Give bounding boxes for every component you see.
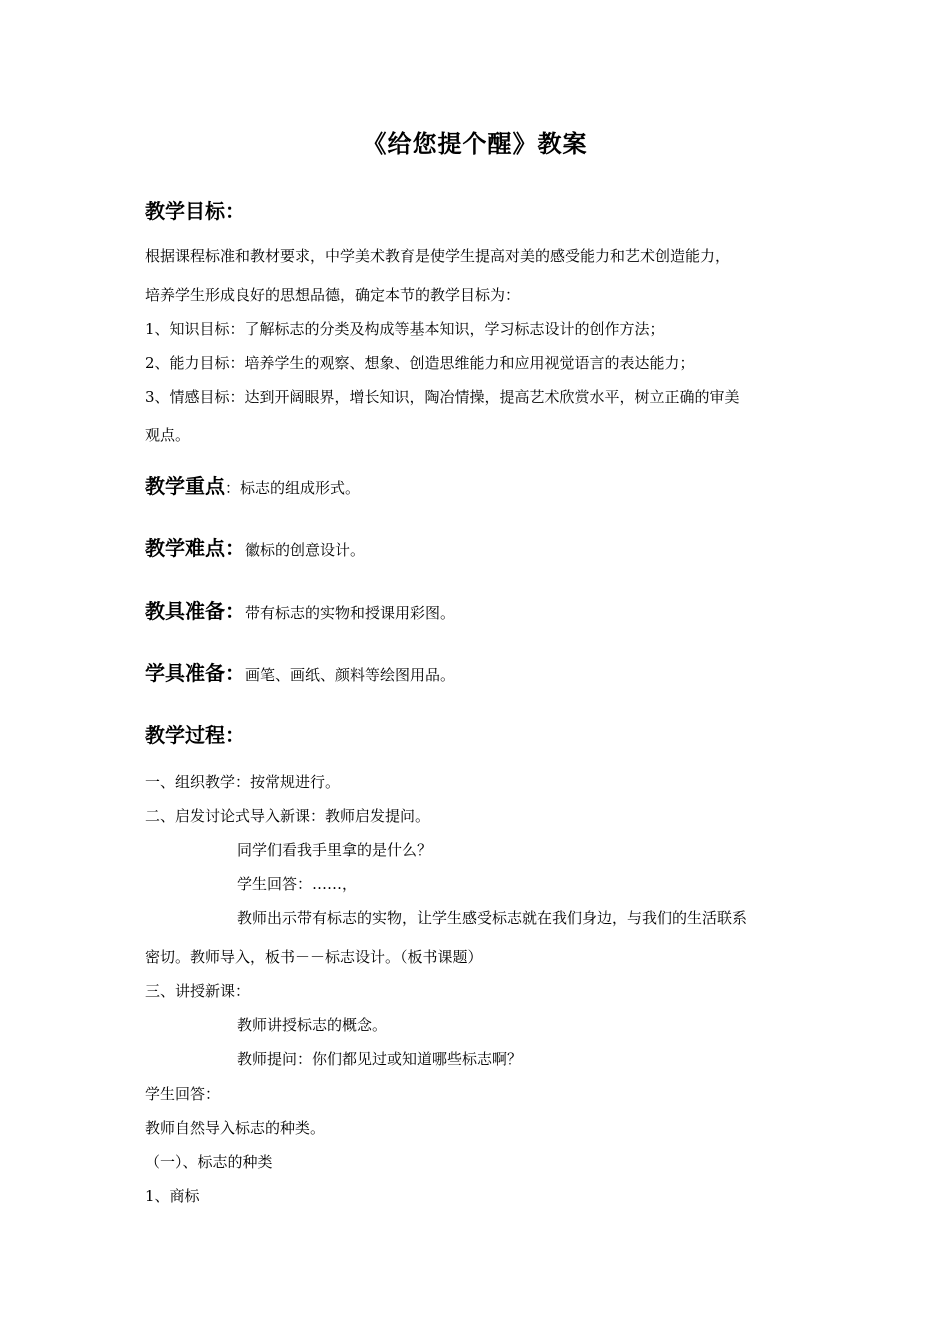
process-line: 学生回答：……， xyxy=(237,875,358,893)
student-tools-label: 学具准备： xyxy=(145,661,245,685)
objective-emotion-line-2: 观点。 xyxy=(145,426,191,444)
objectives-heading: 教学目标： xyxy=(145,199,245,223)
process-line: 教师出示带有标志的实物，让学生感受标志就在我们身边，与我们的生活联系 xyxy=(237,909,748,927)
process-line: 教师讲授标志的概念。 xyxy=(237,1016,388,1034)
process-line: 1、商标 xyxy=(145,1187,200,1205)
process-line: 三、讲授新课： xyxy=(145,982,251,1000)
process-heading: 教学过程： xyxy=(145,723,245,747)
difficulty-value: 徽标的创意设计。 xyxy=(245,541,366,559)
process-line: 教师自然导入标志的种类。 xyxy=(145,1119,326,1137)
document-title: 《给您提个醒》教案 xyxy=(362,130,588,158)
objective-emotion-line-1: 3、情感目标：达到开阔眼界，增长知识，陶冶情操，提高艺术欣赏水平，树立正确的审美 xyxy=(145,388,740,406)
process-line: 学生回答： xyxy=(145,1085,221,1103)
teaching-tools-label: 教具准备： xyxy=(145,599,245,623)
process-line: 一、组织教学：按常规进行。 xyxy=(145,773,341,791)
key-point-label: 教学重点 xyxy=(145,474,225,498)
student-tools-row xyxy=(145,657,455,686)
teaching-tools-row xyxy=(145,595,455,624)
objectives-intro-line-2: 培养学生形成良好的思想品德，确定本节的教学目标为： xyxy=(145,286,521,304)
key-point-row xyxy=(145,470,360,499)
process-line: 同学们看我手里拿的是什么？ xyxy=(237,841,433,859)
difficulty-label: 教学难点： xyxy=(145,536,245,560)
difficulty-row xyxy=(145,532,365,561)
objectives-intro-line-1: 根据课程标准和教材要求，中学美术教育是使学生提高对美的感受能力和艺术创造能力， xyxy=(145,247,731,265)
objective-ability: 2、能力目标：培养学生的观察、想象、创造思维能力和应用视觉语言的表达能力； xyxy=(145,354,695,372)
key-point-value: ：标志的组成形式。 xyxy=(225,479,361,497)
process-line: 密切。教师导入，板书－－标志设计。（板书课题） xyxy=(145,948,483,966)
objective-knowledge: 1、知识目标：了解标志的分类及构成等基本知识，学习标志设计的创作方法； xyxy=(145,320,665,338)
process-line: 二、启发讨论式导入新课：教师启发提问。 xyxy=(145,807,431,825)
process-line: （一）、标志的种类 xyxy=(145,1153,273,1171)
student-tools-value: 画笔、画纸、颜料等绘图用品。 xyxy=(245,666,456,684)
teaching-tools-value: 带有标志的实物和授课用彩图。 xyxy=(245,604,456,622)
process-line: 教师提问：你们都见过或知道哪些标志啊？ xyxy=(237,1050,523,1068)
